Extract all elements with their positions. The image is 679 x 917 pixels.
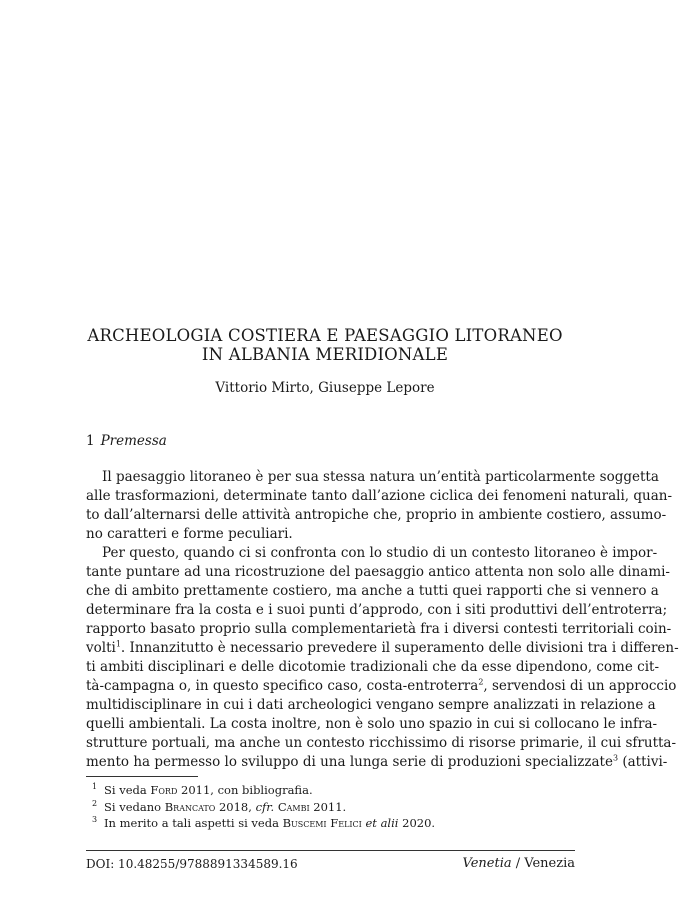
body-line: strutture portuali, ma anche un contesto ricchissimo di risorse primarie, il cui sfrutta- [86,735,677,751]
footnotes [86,782,435,832]
footnote-author: Buscemi Felici [282,816,362,830]
body-text-run: , servendosi di un approccio [483,678,677,694]
footnote-3: 3 In merito a tali aspetti si veda Buscemi Felici et alii 2020. [92,815,436,830]
publisher-name-rest: / Venezia [511,856,575,871]
footnote-divider [86,776,198,777]
footnote-italic: cfr. [255,799,275,814]
footnote-text: Si veda [104,783,151,797]
footnote-1: 1 Si veda Ford 2011, con bibliografia. [92,782,313,797]
body-line [86,753,668,772]
footnote-author: Ford [150,783,178,797]
body-line: che di ambito prettamente costiero, ma anche a tutti quei rapporti che si vennero a [86,583,659,599]
body-line: multidisciplinare in cui i dati archeologici vengano sempre analizzati in relazione a [86,697,656,713]
footnote-ref-2[interactable]: 2 [478,677,484,687]
body-line: to dall’alternarsi delle attività antropiche che, proprio in ambiente costiero, assumo- [86,507,667,523]
footnote-text: In merito a tali aspetti si veda [104,816,283,830]
article-title [0,326,650,364]
footnote-text: Si vedano [104,799,165,814]
body-text-run: tà-campagna o, in questo specifico caso, costa-entroterra [86,678,479,694]
body-line: alle trasformazioni, determinate tanto dall’azione ciclica dei fenomeni naturali, quan- [86,488,673,504]
body-text-run: . Innanzitutto è necessario prevedere il superamento delle divisioni tra i differen- [120,640,679,656]
body-text-run: (attivi- [618,754,668,770]
doi-label[interactable]: DOI: 10.48255/9788891334589.16 [86,857,298,871]
body-line: determinare fra la costa e i suoi punti d’approdo, con i siti produttivi dell’entroterra; [86,602,668,618]
body-text-run: volti [86,640,116,656]
publisher-label [463,856,575,871]
footnote-2: 2 Si vedano Brancato 2018, cfr. Cambi 2011. [92,798,347,814]
section-heading [86,433,167,449]
footnote-ref-3[interactable]: 3 [612,753,619,763]
footnote-text: 2018, [215,799,256,814]
footnote-text: 2011. [309,799,347,814]
body-line: rapporto basato proprio sulla complementarietà fra i diversi contesti territoriali coin- [86,621,672,637]
body-line: no caratteri e forme peculiari. [86,526,293,542]
publisher-name-italic: Venetia [462,856,512,871]
section-number: 1 [86,433,95,449]
footnote-author: Cambi [277,799,310,814]
body-line [86,677,677,696]
body-line: ti ambiti disciplinari e delle dicotomie tradizionali che da esse dipendono, come cit- [86,659,660,675]
footer-divider [86,850,575,851]
body-line: quelli ambientali. La costa inoltre, non è solo uno spazio in cui si collocano le infra- [86,716,658,732]
body-line [86,639,679,658]
footnote-italic: et alii [365,816,399,830]
footnote-text: 2011, con bibliografia. [177,783,313,797]
footnote-text: 2020. [398,816,436,830]
authors: Vittorio Mirto, Giuseppe Lepore [215,380,435,396]
body-line: Per questo, quando ci si confronta con lo studio di un contesto litoraneo è impor- [102,545,658,561]
body-text [86,468,679,772]
footnote-ref-1[interactable]: 1 [115,639,121,649]
body-line: Il paesaggio litoraneo è per sua stessa natura un’entità particolarmente soggetta [102,469,659,485]
body-line: tante puntare ad una ricostruzione del paesaggio antico attenta non solo alle dinami- [86,564,670,580]
body-text-run: mento ha permesso lo sviluppo di una lunga serie di produzioni specializzate [86,754,613,770]
title-line-1: ARCHEOLOGIA COSTIERA E PAESAGGIO LITORANEO [87,326,563,345]
section-title: Premessa [100,433,167,449]
footnote-author: Brancato [164,799,216,814]
title-line-2: IN ALBANIA MERIDIONALE [201,345,449,364]
